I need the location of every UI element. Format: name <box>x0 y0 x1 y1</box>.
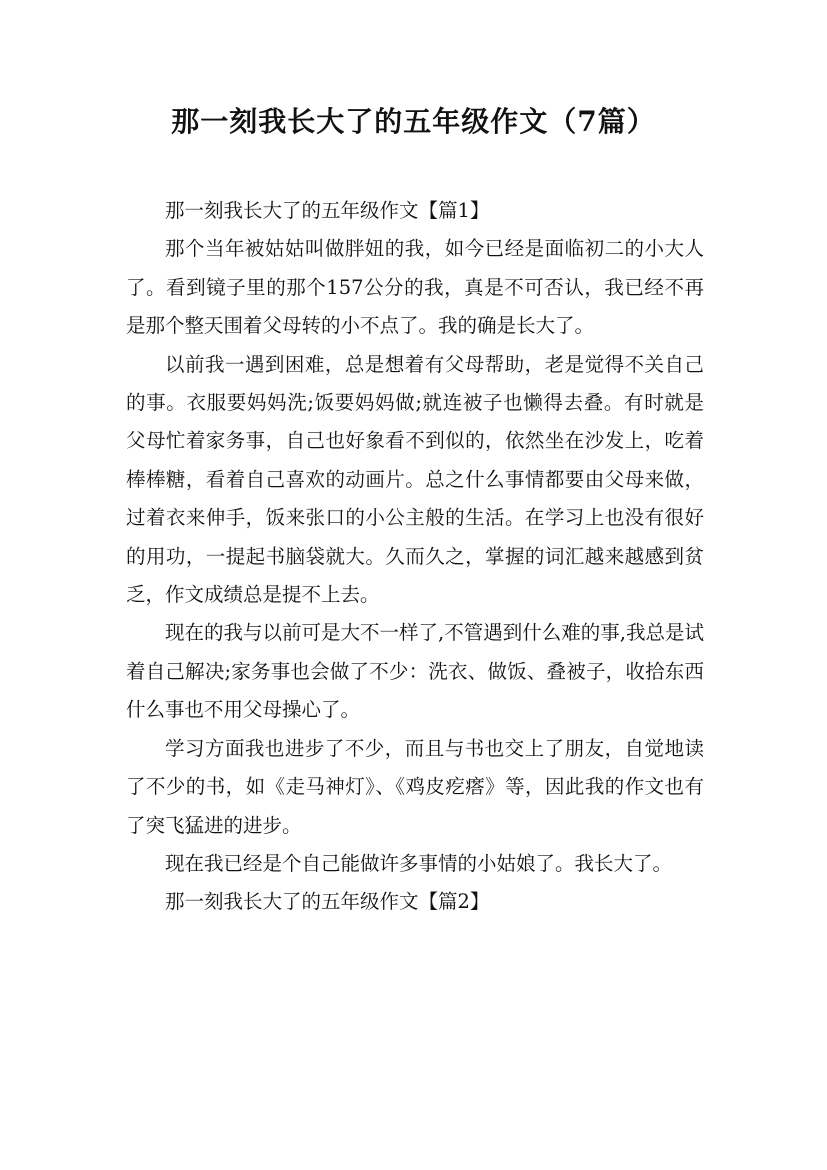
paragraph-1: 那个当年被姑姑叫做胖妞的我，如今已经是面临初二的小大人了。看到镜子里的那个157公分的我，真是不可否认，我已经不再是那个整天围着父母转的小不点了。我的确是长大了。 <box>126 237 704 338</box>
section-heading-2: 那一刻我长大了的五年级作文【篇2】 <box>165 890 490 914</box>
paragraph-2: 以前我一遇到困难，总是想着有父母帮助，老是觉得不关自己的事。衣服要妈妈洗;饭要妈妈做;就连被子也懒得去叠。有时就是父母忙着家务事，自己也好象看不到似的，依然坐在沙发上，吃着棒棒糖，看着自己喜欢的动画片。总之什么事情都要由父母来做，过着衣来伸手，饭来张口的小公主般的生活。在学习上也没有很好的用功，一提起书脑袋就大。久而久之，掌握的词汇越来越感到贫乏，作文成绩总是提不上去。 <box>126 352 704 607</box>
section-heading-1: 那一刻我长大了的五年级作文【篇1】 <box>165 199 490 222</box>
paragraph-3: 现在的我与以前可是大不一样了,不管遇到什么难的事,我总是试着自己解决;家务事也会做了不少：洗衣、做饭、叠被子，收拾东西什么事也不用父母操心了。 <box>126 621 704 722</box>
document-body <box>126 192 704 922</box>
paragraph-4: 学习方面我也进步了不少，而且与书也交上了朋友，自觉地读了不少的书，如《走马神灯》、《鸡皮疙瘩》等，因此我的作文也有了突飞猛进的进步。 <box>126 736 704 837</box>
document-title: 那一刻我长大了的五年级作文（7篇） <box>171 105 656 138</box>
paragraph-5: 现在我已经是个自己能做许多事情的小姑娘了。我长大了。 <box>165 851 673 875</box>
